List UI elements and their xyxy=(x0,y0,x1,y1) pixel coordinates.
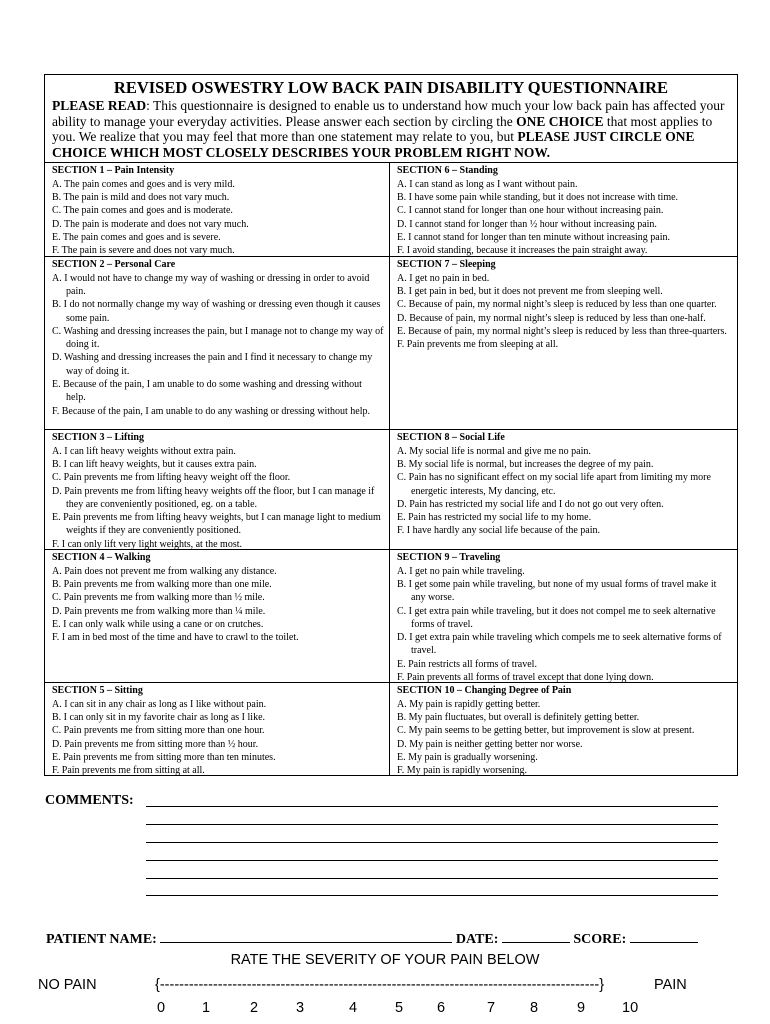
section-option[interactable]: C. Because of pain, my normal night’s sleep is reduced by less than one quarter. xyxy=(397,299,717,311)
comments-line[interactable] xyxy=(146,842,718,843)
pain-scale-number[interactable]: 7 xyxy=(487,1000,496,1016)
section-option[interactable]: B. My social life is normal, but increases the degree of my pain. xyxy=(397,458,654,470)
patient-info-row xyxy=(46,932,698,948)
pain-scale-number[interactable]: 3 xyxy=(296,1000,305,1016)
score-field[interactable] xyxy=(630,941,698,943)
form-header xyxy=(45,75,737,163)
section-8-cell xyxy=(390,549,737,682)
section-title: SECTION 1 – Pain Intensity xyxy=(52,165,175,177)
one-choice-label: ONE CHOICE xyxy=(516,113,604,129)
section-1-cell xyxy=(45,163,390,256)
section-3-cell xyxy=(45,256,390,429)
section-option[interactable]: F. I have hardly any social life because of the pain. xyxy=(397,525,601,537)
section-7-cell xyxy=(45,549,390,682)
section-option[interactable]: D. I cannot stand for longer than ½ hour without increasing pain. xyxy=(397,218,657,230)
section-option[interactable]: E. I can only walk while using a cane or on crutches. xyxy=(52,618,264,630)
section-option[interactable]: D. Washing and dressing increases the pain and I find it necessary to change my way of doing it. xyxy=(52,352,373,377)
section-option[interactable]: E. Pain prevents me from sitting more than ten minutes. xyxy=(52,751,276,763)
section-option[interactable]: A. I can sit in any chair as long as I like without pain. xyxy=(52,698,267,710)
section-option[interactable]: E. I cannot stand for longer than ten minute without increasing pain. xyxy=(397,231,670,243)
section-title: SECTION 2 – Personal Care xyxy=(52,259,176,271)
section-6-cell xyxy=(390,429,737,549)
section-option[interactable]: D. The pain is moderate and does not vary much. xyxy=(52,218,249,230)
questionnaire-form xyxy=(44,74,738,776)
section-option[interactable]: E. My pain is gradually worsening. xyxy=(397,751,538,763)
section-option[interactable]: D. Pain has restricted my social life and I do not go out very often. xyxy=(397,498,664,510)
section-title: SECTION 8 – Social Life xyxy=(397,432,505,444)
comments-line[interactable] xyxy=(146,860,718,861)
section-option[interactable]: A. My pain is rapidly getting better. xyxy=(397,698,541,710)
section-title: SECTION 7 – Sleeping xyxy=(397,259,496,271)
section-option[interactable]: D. Pain prevents me from sitting more than ½ hour. xyxy=(52,738,259,750)
pain-scale-number[interactable]: 0 xyxy=(157,1000,166,1016)
section-option[interactable]: A. My social life is normal and give me no pain. xyxy=(397,445,591,457)
section-option[interactable]: F. I am in bed most of the time and have to crawl to the toilet. xyxy=(52,632,299,644)
section-title: SECTION 4 – Walking xyxy=(52,552,151,564)
instructions xyxy=(52,98,730,160)
section-option[interactable]: A. I can stand as long as I want without pain. xyxy=(397,178,578,190)
section-2-cell xyxy=(390,163,737,256)
section-10-cell xyxy=(390,682,737,775)
instructions-emphasis: PLEASE JUST CIRCLE ONE CHOICE WHICH MOST CLOSELY DESCRIBES YOUR PROBLEM RIGHT NOW. xyxy=(52,129,695,160)
pain-scale-number[interactable]: 4 xyxy=(349,1000,358,1016)
section-option[interactable]: C. The pain comes and goes and is moderate. xyxy=(52,205,233,217)
section-option[interactable]: A. I get no pain while traveling. xyxy=(397,565,525,577)
section-title: SECTION 10 – Changing Degree of Pain xyxy=(397,685,572,697)
section-option[interactable]: B. I can lift heavy weights, but it causes extra pain. xyxy=(52,458,257,470)
section-option[interactable]: B. I do not normally change my way of washing or dressing even though it causes some pain. xyxy=(52,299,381,324)
comments-line[interactable] xyxy=(146,878,718,879)
pain-scale-number[interactable]: 10 xyxy=(622,1000,639,1016)
pain-scale-bar[interactable]: {-------------------------------------------------------------------------------------------} xyxy=(155,977,605,993)
instructions-text-1: : This questionnaire is designed to enable us to understand how much your low back pain has affected your ability to manage your everyday activities. Please answer each section by circling the xyxy=(52,98,725,129)
comments-line[interactable] xyxy=(146,824,718,825)
pain-scale-number[interactable]: 9 xyxy=(577,1000,586,1016)
date-label: DATE: xyxy=(455,932,499,947)
section-option[interactable]: B. I get pain in bed, but it does not prevent me from sleeping well. xyxy=(397,285,663,297)
section-option[interactable]: F. Pain prevents all forms of travel except that done lying down. xyxy=(397,672,654,684)
section-option[interactable]: B. I have some pain while standing, but it does not increase with time. xyxy=(397,191,679,203)
section-4-cell xyxy=(390,256,737,429)
section-option[interactable]: C. Washing and dressing increases the pain, but I manage not to change my way of doing it. xyxy=(52,325,384,351)
date-field[interactable] xyxy=(502,941,570,943)
section-option[interactable]: F. My pain is rapidly worsening. xyxy=(397,765,528,777)
section-title: SECTION 9 – Traveling xyxy=(397,552,501,564)
section-option[interactable]: F. I can only lift very light weights, at the most. xyxy=(52,538,243,550)
section-option[interactable]: D. Pain prevents me from lifting heavy weights off the floor, but I can manage if they are conveniently positioned, eg. on a table. xyxy=(52,485,375,510)
section-option[interactable]: B. I get some pain while traveling, but none of my usual forms of travel make it any worse. xyxy=(397,578,717,604)
section-option[interactable]: C. Pain prevents me from sitting more than one hour. xyxy=(52,725,265,737)
section-option[interactable]: F. Pain prevents me from sitting at all. xyxy=(52,765,205,777)
pain-scale-number[interactable]: 5 xyxy=(395,1000,404,1016)
section-5-cell xyxy=(45,429,390,549)
comments-label: COMMENTS: xyxy=(45,793,134,808)
rate-severity-label: RATE THE SEVERITY OF YOUR PAIN BELOW xyxy=(230,952,540,968)
pain-scale-number[interactable]: 8 xyxy=(530,1000,539,1016)
section-9-cell xyxy=(45,682,390,775)
please-read-label: PLEASE READ xyxy=(52,98,147,113)
comments-line[interactable] xyxy=(146,895,718,896)
pain-label: PAIN xyxy=(654,977,687,993)
section-option[interactable]: B. Pain prevents me from walking more than one mile. xyxy=(52,578,272,590)
section-option[interactable]: C. My pain seems to be getting better, but improvement is slow at present. xyxy=(397,725,695,737)
pain-scale-number[interactable]: 2 xyxy=(250,1000,259,1016)
section-option[interactable]: A. Pain does not prevent me from walking any distance. xyxy=(52,565,277,577)
section-option[interactable]: D. Pain prevents me from walking more than ¼ mile. xyxy=(52,605,266,617)
section-option[interactable]: E. Because of the pain, I am unable to do some washing and dressing without help. xyxy=(52,379,362,404)
section-title: SECTION 6 – Standing xyxy=(397,165,498,177)
section-option[interactable]: E. Pain prevents me from lifting heavy weights, but I can manage light to medium weights if they are conveniently positioned. xyxy=(52,512,381,537)
instructions-text-2: that most applies to you. We realize that you may feel that more than one statement may relate to you, but xyxy=(52,113,713,145)
section-option[interactable]: D. Because of pain, my normal night’s sleep is reduced by less than one-half. xyxy=(397,312,706,324)
section-title: SECTION 5 – Sitting xyxy=(52,685,143,697)
section-option[interactable]: A. I get no pain in bed. xyxy=(397,272,490,284)
form-title: REVISED OSWESTRY LOW BACK PAIN DISABILITY QUESTIONNAIRE xyxy=(113,78,669,97)
section-option[interactable]: F. Because of the pain, I am unable to do any washing or dressing without help. xyxy=(52,405,371,417)
section-option[interactable]: E. The pain comes and goes and is severe. xyxy=(52,231,221,243)
section-option[interactable]: E. Pain restricts all forms of travel. xyxy=(397,658,537,670)
section-option[interactable]: F. The pain is severe and does not vary much. xyxy=(52,245,235,257)
section-option[interactable]: B. I can only sit in my favorite chair as long as I like. xyxy=(52,711,266,723)
section-title: SECTION 3 – Lifting xyxy=(52,432,144,444)
patient-name-label: PATIENT NAME: xyxy=(46,932,157,947)
section-option[interactable]: D. I get extra pain while traveling which compels me to seek alternative forms of travel. xyxy=(397,632,722,657)
comments-line[interactable] xyxy=(146,806,718,807)
section-option[interactable]: E. Pain has restricted my social life to my home. xyxy=(397,512,592,524)
section-option[interactable]: A. The pain comes and goes and is very mild. xyxy=(52,178,235,190)
section-option[interactable]: C. I cannot stand for longer than one hour without increasing pain. xyxy=(397,205,664,217)
section-option[interactable]: B. The pain is mild and does not vary much. xyxy=(52,191,230,203)
sections-grid xyxy=(45,163,737,775)
pain-scale-number[interactable]: 6 xyxy=(437,1000,446,1016)
section-option[interactable]: A. I would not have to change my way of washing or dressing in order to avoid pain. xyxy=(52,272,370,297)
section-option[interactable]: C. I get extra pain while traveling, but it does not compel me to seek alternative forms of travel. xyxy=(397,605,716,630)
section-option[interactable]: C. Pain has no significant effect on my social life apart from limiting my more energetic interests, My dancing, etc. xyxy=(397,472,711,497)
section-option[interactable]: F. Pain prevents me from sleeping at all. xyxy=(397,339,559,351)
no-pain-label: NO PAIN xyxy=(38,977,97,993)
section-option[interactable]: A. I can lift heavy weights without extra pain. xyxy=(52,445,236,457)
section-option[interactable]: D. My pain is neither getting better nor worse. xyxy=(397,738,583,750)
section-option[interactable]: C. Pain prevents me from lifting heavy weight off the floor. xyxy=(52,472,291,484)
section-option[interactable]: C. Pain prevents me from walking more than ½ mile. xyxy=(52,592,265,604)
patient-name-field[interactable] xyxy=(160,941,452,943)
score-label: SCORE: xyxy=(573,932,627,947)
section-option[interactable]: E. Because of pain, my normal night’s sleep is reduced by less than three-quarters. xyxy=(397,325,727,337)
section-option[interactable]: F. I avoid standing, because it increases the pain straight away. xyxy=(397,245,648,257)
pain-scale-number[interactable]: 1 xyxy=(202,1000,211,1016)
section-option[interactable]: B. My pain fluctuates, but overall is definitely getting better. xyxy=(397,711,640,723)
